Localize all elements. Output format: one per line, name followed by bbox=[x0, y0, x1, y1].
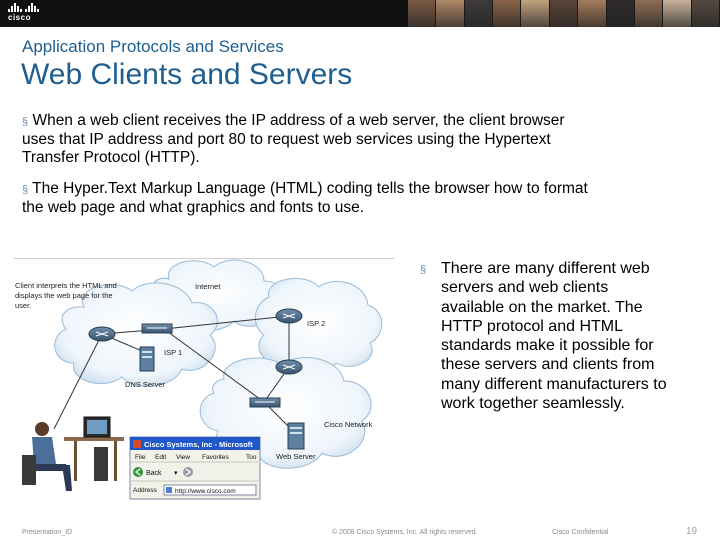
paragraph-2 bbox=[22, 180, 588, 217]
page-number: 19 bbox=[686, 526, 698, 537]
isp2-label: ISP 2 bbox=[307, 319, 326, 328]
web-server-label: Web Server bbox=[276, 452, 316, 461]
menu-tools[interactable]: Too bbox=[246, 454, 257, 461]
browser-title: Cisco Systems, Inc - Microsoft bbox=[144, 440, 253, 449]
bullet-icon: § bbox=[420, 264, 427, 276]
paragraph-1-line: uses that IP address and port 80 to request web services using the Hypertext bbox=[22, 131, 551, 148]
menu-favorites[interactable]: Favorites bbox=[202, 454, 229, 461]
dropdown-arrow-icon[interactable]: ▾ bbox=[174, 470, 178, 477]
address-input[interactable]: http://www.cisco.com bbox=[175, 488, 236, 495]
paragraph-2-line: The Hyper.Text Markup Language (HTML) coding tells the browser how to format bbox=[32, 180, 588, 197]
dns-server-label: DNS Server bbox=[125, 380, 166, 389]
header-photo bbox=[663, 0, 691, 27]
header-photo-strip bbox=[408, 0, 720, 27]
side-line: standards make it possible for bbox=[441, 337, 654, 355]
forward-arrow-icon[interactable] bbox=[183, 467, 193, 477]
menu-file[interactable]: File bbox=[135, 454, 146, 461]
top-bar bbox=[0, 0, 720, 27]
page-icon bbox=[166, 487, 172, 493]
paragraph-1-line: When a web client receives the IP address of a web server, the client browser bbox=[32, 112, 565, 129]
cisco-logo bbox=[8, 3, 42, 23]
header-photo bbox=[692, 0, 720, 27]
header-photo bbox=[578, 0, 606, 27]
footer-confidential: Cisco Confidential bbox=[552, 529, 609, 536]
switch-icon bbox=[250, 398, 280, 407]
router-icon bbox=[276, 309, 302, 323]
back-button[interactable]: Back bbox=[146, 470, 162, 477]
switch-icon bbox=[142, 324, 172, 333]
side-line: available on the market. The bbox=[441, 298, 643, 316]
address-label: Address bbox=[133, 487, 157, 494]
slide-title: Web Clients and Servers bbox=[21, 58, 353, 91]
side-bullet-text bbox=[441, 259, 667, 413]
user-at-computer-icon bbox=[22, 417, 124, 491]
side-line: HTTP protocol and HTML bbox=[441, 317, 623, 335]
internet-label: Internet bbox=[195, 282, 221, 291]
router-icon bbox=[89, 327, 115, 341]
bullet-icon: § bbox=[22, 116, 29, 128]
menu-view[interactable]: View bbox=[176, 454, 190, 461]
dns-server-icon bbox=[140, 347, 154, 371]
browser-window bbox=[130, 437, 260, 499]
header-photo bbox=[607, 0, 635, 27]
header-photo bbox=[408, 0, 436, 27]
side-line: There are many different web bbox=[441, 260, 650, 277]
header-photo bbox=[550, 0, 578, 27]
isp1-label: ISP 1 bbox=[164, 348, 183, 357]
network-diagram bbox=[14, 258, 394, 504]
browser-app-icon bbox=[133, 440, 141, 448]
paragraph-1-line: Transfer Protocol (HTTP). bbox=[22, 149, 200, 166]
paragraph-1 bbox=[22, 112, 565, 167]
slide-subtitle: Application Protocols and Services bbox=[22, 37, 284, 56]
header-photo bbox=[493, 0, 521, 27]
header-photo bbox=[465, 0, 493, 27]
header-photo bbox=[436, 0, 464, 27]
back-arrow-icon[interactable] bbox=[133, 467, 143, 477]
side-line: work together seamlessly. bbox=[441, 395, 625, 413]
web-server-icon bbox=[288, 423, 304, 449]
footer-copyright: © 2008 Cisco Systems, Inc. All rights reserved. bbox=[332, 529, 478, 536]
router-icon bbox=[276, 360, 302, 374]
bullet-icon: § bbox=[22, 184, 29, 196]
brand-name: cisco bbox=[8, 13, 31, 22]
menu-edit[interactable]: Edit bbox=[155, 454, 167, 461]
client-note: Client interprets the HTML and displays the web page for the user. bbox=[15, 281, 117, 310]
header-photo bbox=[521, 0, 549, 27]
side-line: many different manufacturers to bbox=[441, 375, 667, 393]
side-line: these servers and clients from bbox=[441, 356, 655, 374]
side-line: servers and web clients bbox=[441, 279, 609, 297]
paragraph-2-line: the web page and what graphics and fonts to use. bbox=[22, 199, 365, 216]
cisco-network-label: Cisco Network bbox=[324, 420, 373, 429]
header-photo bbox=[635, 0, 663, 27]
footer-presentation-id: Presentation_ID bbox=[22, 529, 73, 536]
